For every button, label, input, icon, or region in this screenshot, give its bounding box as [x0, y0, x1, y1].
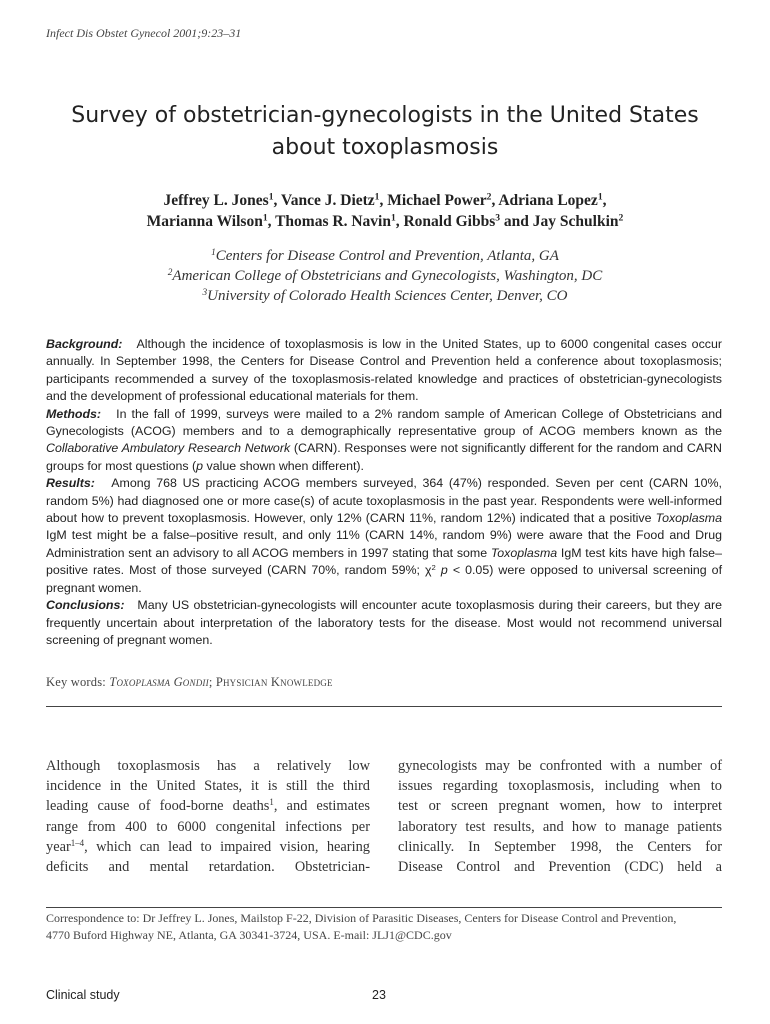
author-name: Michael Power — [387, 192, 487, 209]
article-title — [0, 100, 770, 164]
author-affil-mark: 1 — [262, 212, 268, 224]
body-column-left — [46, 756, 370, 877]
body-column-right — [398, 756, 722, 877]
body-text: year — [46, 838, 71, 855]
abstract-text: value shown when different). — [206, 458, 365, 473]
affiliation-text: University of Colorado Health Sciences Center, Denver, CO — [207, 288, 568, 304]
abstract-italic: Toxoplasma — [655, 511, 722, 526]
body-line: test or screen pregnant women, how to interpret — [398, 798, 722, 815]
author-affil-mark: 2 — [618, 212, 624, 224]
abstract-italic: Collaborative Ambulatory Research Network — [46, 441, 291, 456]
body-line: range from 400 to 6000 congenital infections per — [46, 818, 370, 835]
correspondence-note — [46, 910, 722, 944]
keywords-label: Key words: — [46, 675, 106, 689]
affiliation-item — [0, 286, 770, 306]
body-line: laboratory test results, and how to manage patients — [398, 818, 722, 835]
abstract-text: In the fall of 1999, surveys were mailed to a 2% random sample of American College of Obstetricians and Gynecologists (ACOG) members and to a demographically representative group of ACOG members known as the — [46, 406, 722, 439]
abstract-conclusions — [46, 597, 722, 649]
affiliation-mark: 1 — [211, 247, 216, 258]
abstract-italic: p — [196, 458, 204, 473]
footnote-divider — [46, 907, 722, 908]
author-affil-mark: 1 — [597, 191, 603, 203]
correspondence-line: 4770 Buford Highway NE, Atlanta, GA 30341-3724, USA. E-mail: JLJ1@CDC.gov — [46, 928, 452, 942]
affiliation-mark: 2 — [167, 267, 173, 278]
abstract-text: < 0.05) were opposed to universal screening of pregnant women. — [46, 563, 723, 595]
abstract-methods — [46, 406, 722, 476]
body-line: clinically. In September 1998, the Centers for — [398, 838, 722, 855]
title-line-2: about toxoplasmosis — [271, 135, 499, 160]
author-name: Adriana Lopez — [498, 192, 598, 209]
body-line: issues regarding toxoplasmosis, including when to — [398, 778, 722, 795]
author-name: Jeffrey L. Jones — [163, 192, 269, 209]
abstract-italic: p — [440, 563, 448, 578]
abstract-text: Although the incidence of toxoplasmosis is low in the United States, up to 6000 congenital cases occur annually. In September 1998, the Centers for Disease Control and Prevention held a conference about toxoplasmosis; participants recommended a survey of the toxoplasmosis-related knowledge and practices of obstetrician-gynecologists and the development of professional educational materials for them. — [46, 337, 722, 404]
affiliation-text: Centers for Disease Control and Prevention, Atlanta, GA — [215, 248, 559, 264]
abstract-text: IgM test might be a false–positive result, and only 11% (CARN 14%, random 9%) were aware that the Food and Drug Administration sent an advisory to all ACOG members in 1997 stating that some — [46, 528, 722, 560]
author-line-2: Marianna Wilson$^1$, Thomas R. Navin$^1$, Ronald Gibbs$^3$ and Jay Schulkin$^2$ — [146, 212, 624, 230]
author-affil-mark: 1 — [268, 191, 274, 203]
page-number: 23 — [372, 988, 386, 1002]
abstract-label: Results: — [46, 476, 95, 491]
abstract-text: (CARN). Responses were not significantly different for the random and CARN groups for most questions ( — [46, 441, 722, 473]
body-line — [46, 837, 370, 857]
abstract-label: Background: — [46, 337, 123, 351]
abstract-text: IgM test kits have high false–positive rates. Most of those surveyed (CARN 70%, random 59%; χ — [46, 545, 722, 578]
author-line-1: Jeffrey L. Jones$^1$, Vance J. Dietz$^1$, Michael Power$^2$, Adriana Lopez$^1$, — [163, 191, 607, 209]
affiliation-item — [0, 246, 770, 266]
abstract-text: Among 768 US practicing ACOG members surveyed, 364 (47%) responded. Seven per cent (CARN 10%, random 5%) had diagnosed one or more case(s) of acute toxoplasmosis in the past year. Respondents were well-informed about how to prevent toxoplasmosis. However, only 12% (CARN 11%, random 12%) indicated that a positive — [46, 476, 722, 526]
keyword-item: Toxoplasma Gondii — [109, 675, 209, 689]
author-name: Marianna Wilson — [146, 213, 263, 230]
title-line-1: Survey of obstetrician-gynecologists in the United States — [71, 103, 699, 128]
abstract-text: Many US obstetrician-gynecologists will encounter acute toxoplasmosis during their careers, but they are frequently uncertain about interpretation of the laboratory tests for the disease. Most would not recommend universal screening of pregnant women. — [46, 598, 722, 647]
abstract-italic: Toxoplasma — [490, 545, 558, 560]
affiliation-list — [0, 246, 770, 306]
section-label: Clinical study — [46, 988, 120, 1002]
body-line — [46, 796, 370, 816]
abstract-label: Methods: — [46, 406, 102, 421]
body-line: deficits and mental retardation. Obstetrician- — [46, 859, 370, 876]
body-text: , and estimates — [273, 798, 370, 815]
body-text: , which can lead to impaired vision, hearing — [84, 838, 370, 855]
correspondence-line: Correspondence to: Dr Jeffrey L. Jones, Mailstop F-22, Division of Parasitic Diseases, Centers for Disease Control and Prevention, — [46, 911, 677, 925]
author-affil-mark: 3 — [495, 212, 501, 224]
citation-mark: 1 — [269, 797, 274, 808]
abstract — [46, 336, 722, 649]
affiliation-item — [0, 266, 770, 286]
author-name: Jay Schulkin — [532, 213, 619, 230]
body-line: Although toxoplasmosis has a relatively low — [46, 758, 370, 774]
abstract-superscript: 2 — [431, 563, 436, 573]
author-list — [0, 190, 770, 232]
abstract-label: Conclusions: — [46, 598, 125, 613]
body-text: leading cause of food-borne deaths — [46, 798, 270, 815]
author-affil-mark: 1 — [390, 212, 396, 224]
author-conjunction: and — [503, 213, 529, 230]
author-affil-mark: 2 — [486, 191, 492, 203]
body-line: gynecologists may be confronted with a number of — [398, 758, 722, 774]
keyword-item: Physician Knowledge — [215, 675, 333, 689]
citation-mark: 1–4 — [70, 837, 85, 848]
author-name: Vance J. Dietz — [280, 192, 375, 209]
affiliation-mark: 3 — [202, 287, 208, 298]
keywords: Key words: Toxoplasma Gondii; Physician Knowledge — [46, 675, 333, 689]
section-divider — [46, 706, 722, 707]
abstract-results — [46, 475, 722, 597]
author-name: Thomas R. Navin — [275, 213, 391, 230]
body-line: incidence in the United States, it is still the third — [46, 778, 370, 795]
author-name: Ronald Gibbs — [403, 213, 496, 230]
abstract-background — [46, 336, 722, 406]
affiliation-text: American College of Obstetricians and Gynecologists, Washington, DC — [172, 268, 603, 284]
author-affil-mark: 1 — [374, 191, 380, 203]
body-line: Disease Control and Prevention (CDC) held a — [398, 859, 722, 876]
journal-citation: Infect Dis Obstet Gynecol 2001;9:23–31 — [46, 26, 242, 40]
